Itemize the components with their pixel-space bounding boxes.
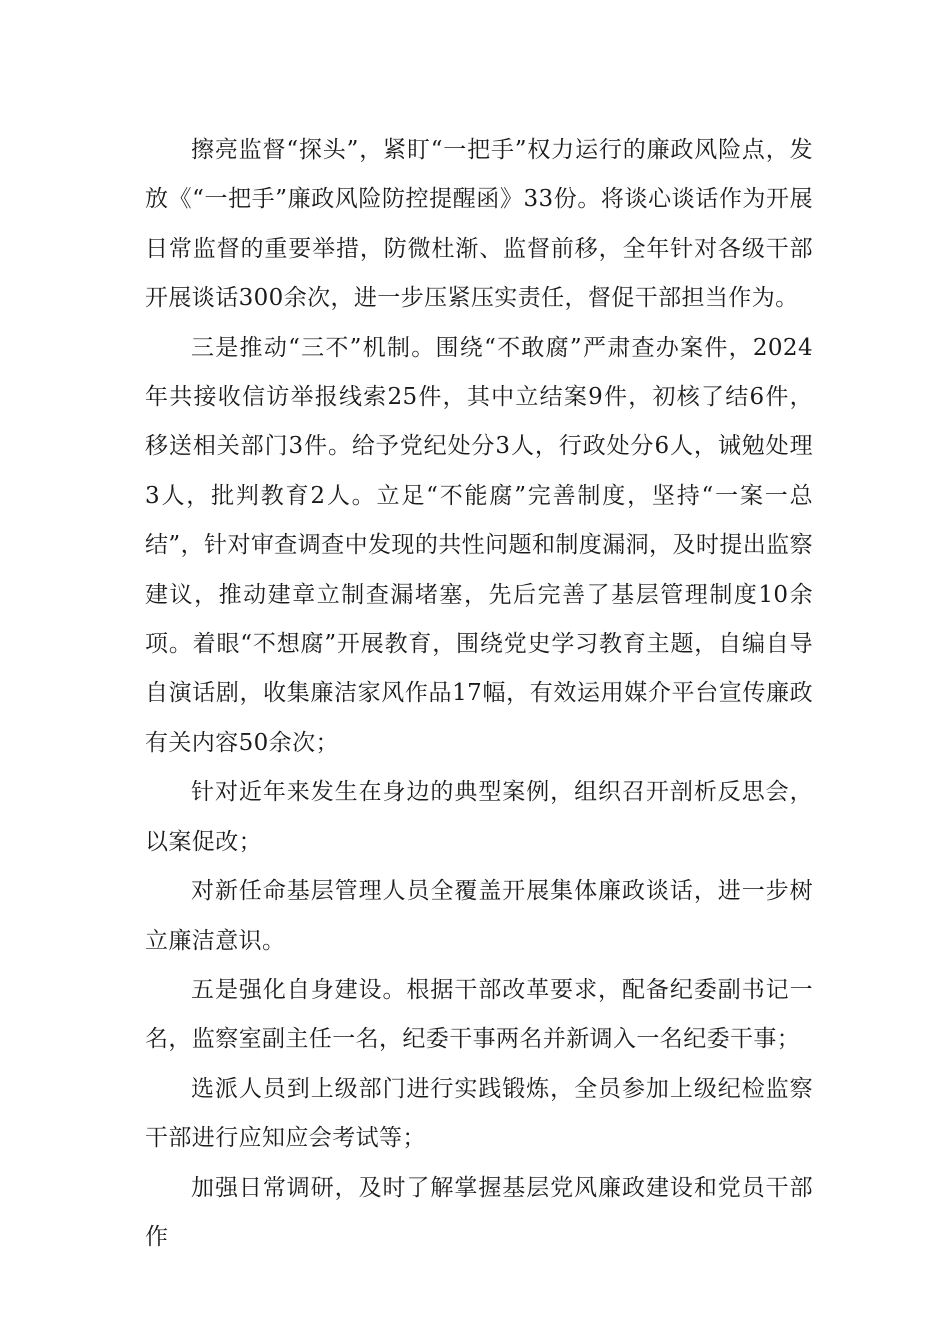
paragraph-case-reflection: 针对近年来发生在身边的典型案例，组织召开剖析反思会，以案促改； <box>145 779 813 855</box>
paragraph-three-nots-mechanism: 三是推动“三不”机制。围绕“不敢腐”严肃查办案件，2024年共接收信访举报线索25件，其中立结案9件，初核了结6件，移送相关部门3件。给予党纪处分3人，行政处分6人，诫勉处理3人，批判教育2人。立足“不能腐”完善制度，坚持“一案一总结”，针对审查调查中发现的共性问题和制度漏洞，及时提出监察建议，推动建章立制查漏堵塞，先后完善了基层管理制度10余项。着眼“不想腐”开展教育，围绕党史学习教育主题，自编自导自演话剧，收集廉洁家风作品17幅，有效运用媒介平台宣传廉政有关内容50余次； <box>145 334 813 756</box>
paragraph-training-exams: 选派人员到上级部门进行实践锻炼，全员参加上级纪检监察干部进行应知应会考试等； <box>145 1075 813 1152</box>
paragraph-integrity-talks: 对新任命基层管理人员全覆盖开展集体廉政谈话，进一步树立廉洁意识。 <box>145 878 813 954</box>
paragraph-daily-research: 加强日常调研，及时了解掌握基层党风廉政建设和党员干部作 <box>145 1174 813 1250</box>
paragraph-self-construction: 五是强化自身建设。根据干部改革要求，配备纪委副书记一名，监察室副主任一名，纪委干事两名并新调入一名纪委干事； <box>145 976 813 1053</box>
paragraph-supervision-talks: 擦亮监督“探头”，紧盯“一把手”权力运行的廉政风险点，发放《“一把手”廉政风险防控提醒函》33份。将谈心谈话作为开展日常监督的重要举措，防微杜渐、监督前移，全年针对各级干部开展谈话300余次，进一步压紧压实责任，督促干部担当作为。 <box>145 137 813 312</box>
document-body <box>145 126 813 1262</box>
